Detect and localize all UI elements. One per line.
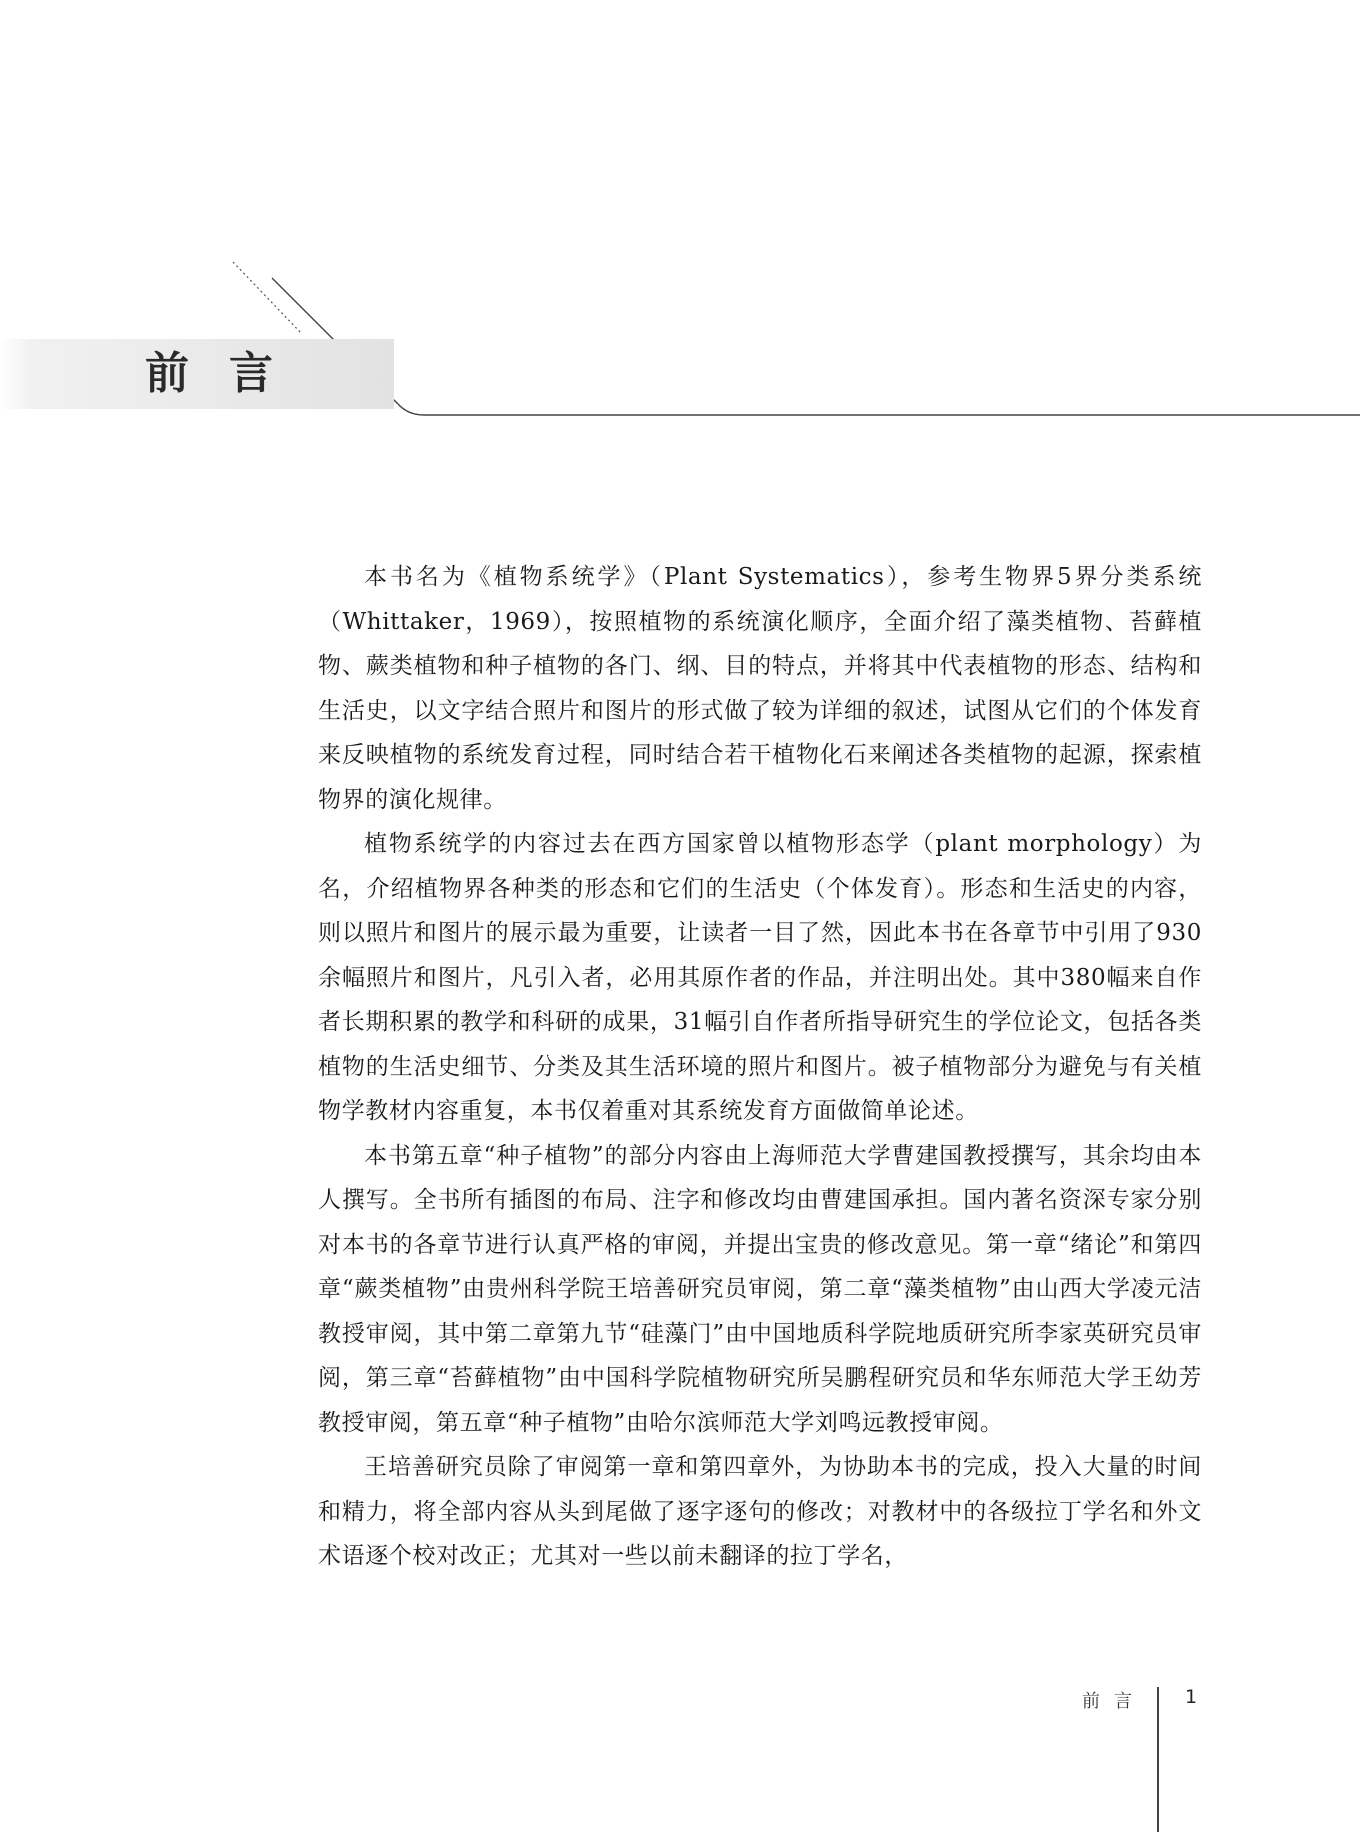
paragraph-3: 本书第五章“种子植物”的部分内容由上海师范大学曹建国教授撰写，其余均由本人撰写。全书所有插图的布局、注字和修改均由曹建国承担。国内著名资深专家分别对本书的各章节进行认真严格的审阅，并提出宝贵的修改意见。第一章“绪论”和第四章“蕨类植物”由贵州科学院王培善研究员审阅，第二章“藻类植物”由山西大学凌元洁教授审阅，其中第二章第九节“硅藻门”由中国地质科学院地质研究所李家英研究员审阅，第三章“苔藓植物”由中国科学院植物研究所吴鹏程研究员和华东师范大学王幼芳教授审阅，第五章“种子植物”由哈尔滨师范大学刘鸣远教授审阅。 (318, 1142, 1202, 1436)
header-rule (398, 404, 1360, 415)
chapter-title: 前言 (145, 348, 313, 399)
paragraph-2: 植物系统学的内容过去在西方国家曾以植物形态学（plant morphology）为名，介绍植物界各种类的形态和它们的生活史（个体发育）。形态和生活史的内容，则以照片和图片的展示最为重要，让读者一目了然，因此本书在各章节中引用了930余幅照片和图片，凡引入者，必用其原作者的作品，并注明出处。其中380幅来自作者长期积累的教学和科研的成果，31幅引自作者所指导研究生的学位论文，包括各类植物的生活史细节、分类及其生活环境的照片和图片。被子植物部分为避免与有关植物学教材内容重复，本书仅着重对其系统发育方面做简单论述。 (318, 831, 1202, 1124)
body-text (318, 555, 1202, 1579)
paragraph-4: 王培善研究员除了审阅第一章和第四章外，为协助本书的完成，投入大量的时间和精力，将全部内容从头到尾做了逐字逐句的修改；对教材中的各级拉丁学名和外文术语逐个校对改正；尤其对一些以前未翻译的拉丁学名， (318, 1454, 1202, 1569)
page-number: 1 (1185, 1686, 1198, 1708)
footer-section-label: 前言 (1082, 1691, 1146, 1712)
paragraph-1: 本书名为《植物系统学》（Plant Systematics），参考生物界5界分类系统（Whittaker，1969），按照植物的系统演化顺序，全面介绍了藻类植物、苔藓植物、蕨类植物和种子植物的各门、纲、目的特点，并将其中代表植物的形态、结构和生活史，以文字结合照片和图片的形式做了较为详细的叙述，试图从它们的个体发育来反映植物的系统发育过程，同时结合若干植物化石来阐述各类植物的起源，探索植物界的演化规律。 (318, 564, 1202, 813)
footer-vertical-rule (1157, 1687, 1159, 1832)
